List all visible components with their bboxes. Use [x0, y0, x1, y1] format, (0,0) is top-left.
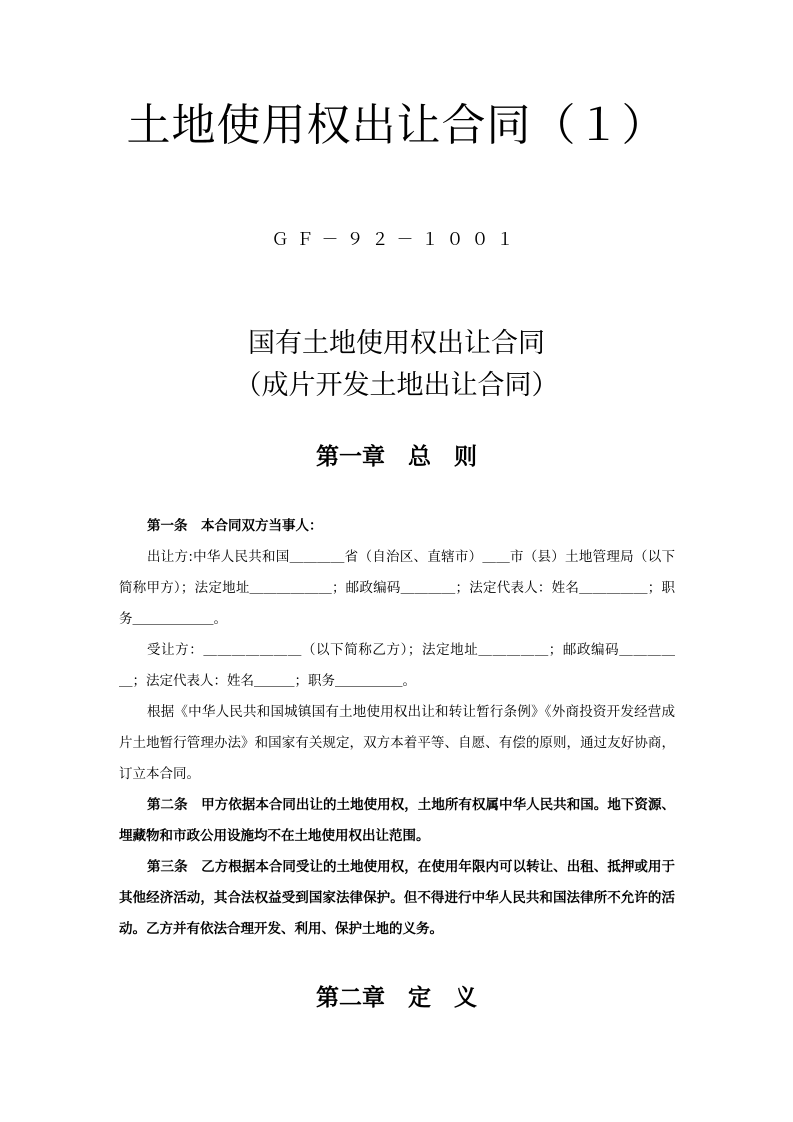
document-code: ＧＦ－９２－１００１ [271, 230, 522, 250]
contract-title: 国有土地使用权出让合同 [248, 328, 545, 359]
article-2-paragraph: 第二条 甲方依据本合同出让的土地使用权，土地所有权属中华人民共和国。地下资源、埋藏物和市政公用设施均不在土地使用权出让范围。 [119, 797, 675, 844]
document-title: 土地使用权出让合同（１） [126, 100, 667, 151]
contract-body [119, 511, 675, 945]
article-1-heading: 第一条 本合同双方当事人： [147, 518, 323, 534]
chapter-heading-1: 第一章 总 则 [316, 443, 477, 470]
chapter-heading-2: 第二章 定 义 [316, 984, 477, 1011]
grantee-paragraph: 受让方：＿＿＿＿＿＿＿（以下简称乙方）；法定地址＿＿＿＿＿；邮政编码＿＿＿＿＿；法定代表人：姓名＿＿＿；职务＿＿＿＿＿。 [119, 642, 675, 689]
article-3-paragraph: 第三条 乙方根据本合同受让的土地使用权，在使用年限内可以转让、出租、抵押或用于其他经济活动，其合法权益受到国家法律保护。但不得进行中华人民共和国法律所不允许的活动。乙方并有依法合理开发、利用、保护土地的义务。 [119, 859, 675, 937]
grantor-paragraph: 出让方:中华人民共和国＿＿＿＿省（自治区、直辖市）＿＿市（县）土地管理局（以下简称甲方）；法定地址＿＿＿＿＿＿；邮政编码＿＿＿＿；法定代表人：姓名＿＿＿＿＿；职务＿＿＿＿＿＿。 [119, 549, 675, 627]
contract-subtitle: （成片开发土地出让合同） [234, 370, 559, 401]
legal-basis-paragraph: 根据《中华人民共和国城镇国有土地使用权出让和转让暂行条例》《外商投资开发经营成片土地暂行管理办法》和国家有关规定，双方本着平等、自愿、有偿的原则，通过友好协商，订立本合同。 [119, 704, 675, 782]
